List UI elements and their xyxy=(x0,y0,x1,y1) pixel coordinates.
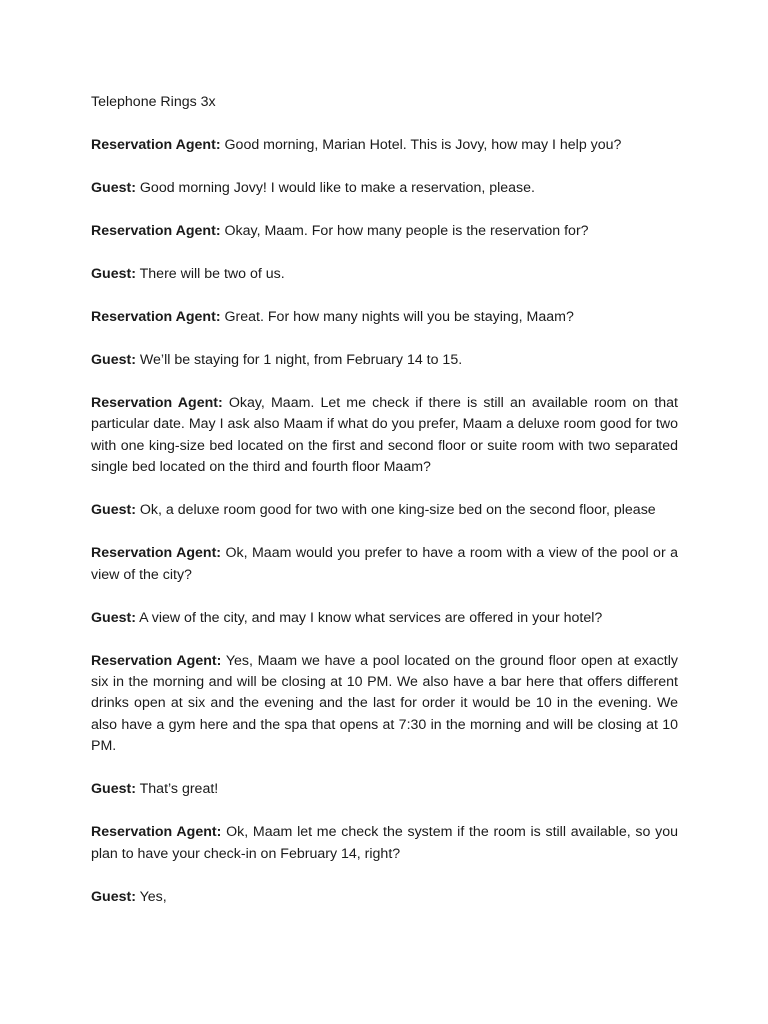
speaker-label: Reservation Agent: xyxy=(91,137,221,153)
dialogue-line xyxy=(91,307,678,328)
dialogue-text: Okay, Maam. For how many people is the reservation for? xyxy=(224,223,589,239)
dialogue-text: Okay, Maam. Let me check if there is still an available room on that particular date. May I ask also Maam if what do you prefer, Maam a deluxe room good for two with one king-size bed located on the first and second floor or suite room with two separated single bed located on the third and fourth floor Maam? xyxy=(91,395,678,476)
speaker-label: Guest: xyxy=(91,502,136,519)
speaker-label: Reservation Agent: xyxy=(91,545,222,562)
speaker-label: Reservation Agent: xyxy=(91,395,223,411)
dialogue-line xyxy=(91,887,678,908)
speaker-label: Reservation Agent: xyxy=(91,824,222,841)
dialogue-line xyxy=(91,221,678,242)
speaker-label: Reservation Agent: xyxy=(91,309,221,325)
dialogue-line xyxy=(91,500,678,521)
dialogue-line xyxy=(91,651,678,758)
speaker-label: Guest: xyxy=(91,352,136,368)
dialogue-line xyxy=(91,135,678,156)
dialogue-text: Ok, Maam would you prefer to have a room with a view of the pool or a view of the city? xyxy=(91,545,678,583)
dialogue-text: We’ll be staying for 1 night, from February 14 to 15. xyxy=(139,352,463,368)
speaker-label: Guest: xyxy=(91,888,136,905)
speaker-label: Guest: xyxy=(91,180,136,196)
dialogue-text: Ok, a deluxe room good for two with one king-size bed on the second floor, please xyxy=(139,502,656,519)
dialogue-text: That’s great! xyxy=(139,781,219,798)
speaker-label: Guest: xyxy=(91,609,136,626)
dialogue-line xyxy=(91,543,678,586)
speaker-label: Reservation Agent: xyxy=(91,652,222,669)
dialogue-line xyxy=(91,264,678,285)
dialogue-text: Yes, Maam we have a pool located on the ground floor open at exactly six in the morning and will be closing at 10 PM. We also have a bar here that offers different drinks open at six and the evening and the last for order it would be 10 in the evening. We also have a gym here and the spa that opens at 7:30 in the morning and will be closing at 10 PM. xyxy=(91,652,678,755)
dialogue-text: Yes, xyxy=(139,888,167,905)
dialogue-text: Good morning, Marian Hotel. This is Jovy, how may I help you? xyxy=(224,137,622,153)
speaker-label: Guest: xyxy=(91,781,136,798)
dialogue-line xyxy=(91,350,678,371)
dialogue-line xyxy=(91,822,678,865)
dialogue-line xyxy=(91,608,678,629)
dialogue-text: Good morning Jovy! I would like to make a reservation, please. xyxy=(139,180,535,196)
dialogue-line xyxy=(91,178,678,199)
dialogue-text: There will be two of us. xyxy=(139,266,285,282)
dialogue-line xyxy=(91,779,678,800)
dialogue-text: Ok, Maam let me check the system if the room is still available, so you plan to have your check-in on February 14, right? xyxy=(91,824,678,862)
dialogue-text: Great. For how many nights will you be staying, Maam? xyxy=(224,309,574,325)
speaker-label: Guest: xyxy=(91,266,136,282)
dialogue-body xyxy=(91,92,678,930)
speaker-label: Reservation Agent: xyxy=(91,223,221,239)
heading: Telephone Rings 3x xyxy=(91,94,216,110)
dialogue-text: A view of the city, and may I know what services are offered in your hotel? xyxy=(139,609,603,626)
dialogue-line xyxy=(91,393,678,479)
